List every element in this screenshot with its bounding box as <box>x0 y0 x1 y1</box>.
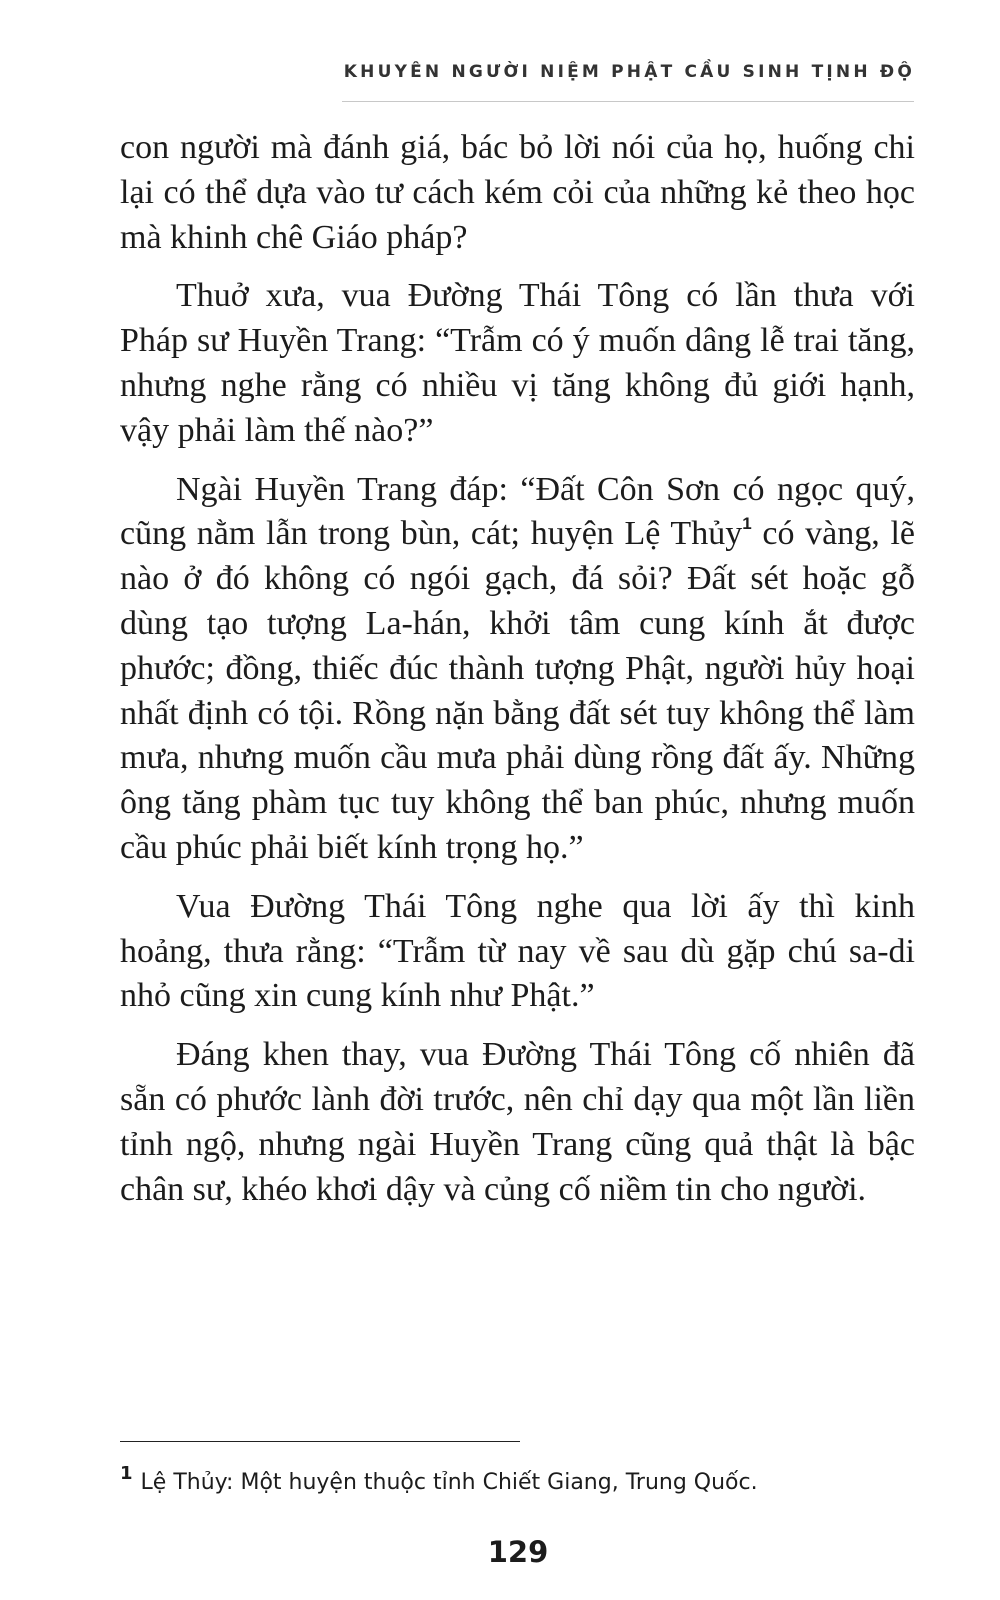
footnote-text: Lệ Thủy: Một huyện thuộc tỉnh Chiết Giang, Trung Quốc. <box>140 1470 758 1495</box>
footnote <box>120 1463 915 1495</box>
header-rule <box>342 101 914 102</box>
paragraph: Đáng khen thay, vua Đường Thái Tông cố nhiên đã sẵn có phước lành đời trước, nên chỉ dạy qua một lần liền tỉnh ngộ, nhưng ngài Huyền Trang cũng quả thật là bậc chân sư, khéo khơi dậy và củng cố niềm tin cho người. <box>120 1036 915 1208</box>
page-number: 129 <box>487 1535 549 1569</box>
paragraph-text: có vàng, lẽ nào ở đó không có ngói gạch, đá sỏi? Đất sét hoặc gỗ dùng tạo tượng La-hán, khởi tâm cung kính ắt được phước; đồng, thiếc đúc thành tượng Phật, người hủy hoại nhất định có tội. Rồng nặn bằng đất sét tuy không thể làm mưa, nhưng muốn cầu mưa phải dùng rồng đất ấy. Những ông tăng phàm tục tuy không thể ban phúc, nhưng muốn cầu phúc phải biết kính trọng họ.” <box>120 515 915 866</box>
paragraph: con người mà đánh giá, bác bỏ lời nói của họ, huống chi lại có thể dựa vào tư cách kém cỏi của những kẻ theo học mà khinh chê Giáo pháp? <box>120 129 915 256</box>
paragraph: Thuở xưa, vua Đường Thái Tông có lần thưa với Pháp sư Huyền Trang: “Trẫm có ý muốn dâng lễ trai tăng, nhưng nghe rằng có nhiều vị tăng không đủ giới hạnh, vậy phải làm thế nào?” <box>120 277 915 449</box>
footnote-number: 1 <box>120 1463 133 1484</box>
running-head: KHUYÊN NGƯỜI NIỆM PHẬT CẦU SINH TỊNH ĐỘ <box>343 62 915 82</box>
paragraph: Vua Đường Thái Tông nghe qua lời ấy thì kinh hoảng, thưa rằng: “Trẫm từ nay về sau dù gặp chú sa-di nhỏ cũng xin cung kính như Phật.” <box>120 887 915 1015</box>
paragraph-with-footnote <box>120 468 915 871</box>
footnote-rule <box>120 1441 520 1442</box>
paragraph-text: Ngài Huyền Trang đáp: “Đất Côn Sơn có ngọc quý, cũng nằm lẫn trong bùn, cát; huyện Lệ Thủy <box>120 470 915 553</box>
footnote-reference[interactable]: 1 <box>742 514 752 534</box>
body-text <box>120 126 915 1226</box>
